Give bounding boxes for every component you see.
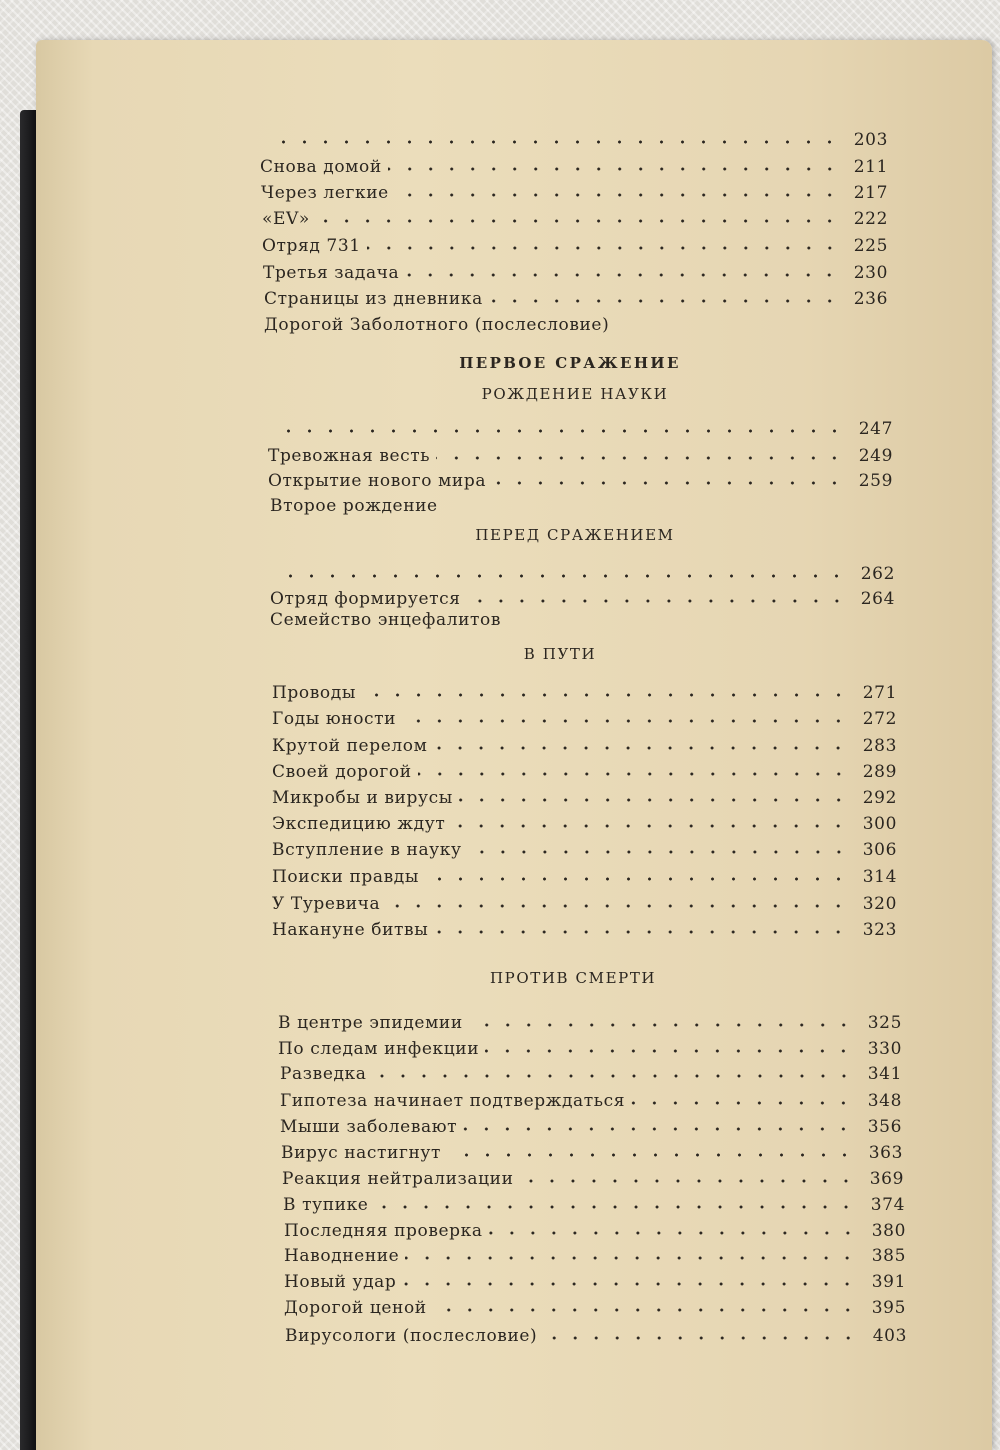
toc-entry-title: Годы юности [272,709,397,729]
dot-leader [395,193,840,197]
toc-entry-page: 264 [860,589,895,609]
dot-leader [276,574,847,578]
dot-leader [374,1205,857,1209]
dot-leader [316,219,840,223]
toc-entry-page: 272 [862,709,897,729]
toc-entry-page: 330 [867,1039,902,1059]
toc-entry [283,1189,905,1215]
toc-entry-title: Отряд 731 [262,236,361,256]
toc-entry-page: 222 [853,209,888,229]
toc-entry [260,151,888,177]
toc-entry [268,465,893,491]
toc-entry-page: 225 [853,236,888,256]
toc-entry-page: 320 [862,894,897,914]
dot-leader [468,850,849,854]
toc-entry [285,1320,907,1346]
toc-entry-title: Вирусологи (послесловие) [285,1326,538,1346]
toc-entry-page: 314 [862,867,897,887]
dot-leader [489,1231,858,1235]
dot-leader [367,246,840,250]
toc-entry-page: 380 [871,1221,906,1241]
toc-entry-page: 211 [853,157,888,177]
toc-entry-page: 236 [853,289,888,309]
toc-entry-title: В центре эпидемии [278,1013,463,1033]
toc-entry [262,203,888,229]
toc-entry-page: 247 [858,419,893,439]
toc-entry-page: 262 [860,564,895,584]
dot-leader [469,1023,854,1027]
toc-entry [270,558,895,584]
toc-entry [270,604,570,630]
section-heading: ПЕРЕД СРАЖЕНИЕМ [475,526,675,544]
toc-entry-title: Реакция нейтрализации [282,1169,514,1189]
toc-entry [280,1085,902,1111]
toc-entry-title: Дорогой ценой [284,1298,427,1318]
dot-leader [467,599,847,603]
toc-entry-page: 249 [858,446,893,466]
toc-entry-title: Крутой перелом [272,736,428,756]
toc-entry [261,177,888,203]
toc-entry [268,413,893,439]
toc-entry [272,703,897,729]
toc-entry [264,283,888,309]
toc-entry [263,257,888,283]
dot-leader [386,904,849,908]
toc-entry [272,888,897,914]
toc-entry-page: 395 [871,1298,906,1318]
dot-leader [459,798,849,802]
toc-entry [264,309,664,335]
toc-entry-page: 292 [862,788,897,808]
toc-entry-title: По следам инфекции [278,1039,480,1059]
dot-leader [489,299,840,303]
dot-leader [402,719,849,723]
toc-entry-page: 306 [862,840,897,860]
dot-leader [268,140,840,144]
toc-entry-page: 325 [867,1013,902,1033]
toc-entry [278,1033,902,1059]
dot-leader [402,1282,858,1286]
toc-entry [262,124,888,150]
toc-entry-page: 363 [868,1143,903,1163]
dot-leader [425,877,849,881]
toc-entry-title: У Туревича [272,894,381,914]
toc-entry [281,1137,903,1163]
toc-entry [284,1266,906,1292]
toc-entry-title: Дорогой Заболотного (послесловие) [264,315,610,335]
toc-entry [268,440,893,466]
toc-entry-page: 374 [870,1195,905,1215]
toc-entry-title: Вступление в науку [272,840,462,860]
toc-entry [272,782,897,808]
toc-entry-title: Последняя проверка [284,1221,483,1241]
toc-entry-title: Мыши заболевают [280,1117,458,1137]
toc-entry-title: Тревожная весть [268,446,431,466]
toc-entry [284,1240,906,1266]
dot-leader [434,930,849,934]
toc-entry [282,1163,904,1189]
dot-leader [543,1336,859,1340]
toc-entry-page: 403 [872,1326,907,1346]
toc-entry-title: Наводнение [284,1246,400,1266]
toc-entry [280,1058,902,1084]
toc-entry-page: 323 [862,920,897,940]
dot-leader [433,1308,858,1312]
toc-entry [272,756,897,782]
toc-entry-page: 348 [867,1091,902,1111]
toc-entry-title: Вирус настигнут [281,1143,441,1163]
section-heading: ПРОТИВ СМЕРТИ [490,969,657,987]
toc-entry-title: Поиски правды [272,867,419,887]
toc-entry-page: 341 [867,1064,902,1084]
section-heading: РОЖДЕНИЕ НАУКИ [481,385,669,403]
toc-entry-title: Новый удар [284,1272,397,1292]
dot-leader [451,824,849,828]
toc-entry-title: Разведка [280,1064,367,1084]
toc-entry-title: В тупике [283,1195,369,1215]
dot-leader [373,1074,854,1078]
dot-leader [447,1153,855,1157]
toc-entry-page: 271 [862,683,897,703]
dot-leader [418,772,849,776]
toc-entry-title: Своей дорогой [272,762,412,782]
dot-leader [274,429,845,433]
toc-entry-title: Семейство энцефалитов [270,610,502,630]
toc-entry [270,490,570,516]
toc-entry [262,230,888,256]
toc-entry [278,1007,902,1033]
dot-leader [492,481,845,485]
part-title: ПЕРВОЕ СРАЖЕНИЕ [459,354,681,372]
toc-entry-title: Отряд формируется [270,589,461,609]
dot-leader [520,1179,856,1183]
toc-entry [272,861,897,887]
toc-entry-title: Накануне битвы [272,920,429,940]
toc-entry-title: Микробы и вирусы [272,788,453,808]
toc-entry-page: 259 [858,471,893,491]
dot-leader [463,1127,854,1131]
toc-entry-title: Проводы [272,683,356,703]
dot-leader [436,456,845,460]
section-heading: В ПУТИ [523,645,597,663]
toc-entry-title: «EV» [262,209,310,229]
toc-entry-title: Третья задача [263,263,400,283]
toc-entry-page: 217 [853,183,888,203]
toc-entry-page: 356 [867,1117,902,1137]
dot-leader [405,1256,858,1260]
toc-entry-page: 385 [871,1246,906,1266]
dot-leader [433,746,849,750]
toc-entry-title: Второе рождение [270,496,438,516]
toc-entry [272,834,897,860]
toc-entry [280,1111,902,1137]
dot-leader [485,1049,854,1053]
toc-entry-title: Через легкие [261,183,389,203]
toc-entry [284,1292,906,1318]
toc-entry-title: Экспедицию ждут [272,814,446,834]
toc-entry-page: 300 [862,814,897,834]
toc-entry-page: 203 [853,130,888,150]
dot-leader [388,167,840,171]
toc-entry-title: Гипотеза начинает подтверждаться [280,1091,626,1111]
toc-entry-title: Снова домой [260,157,382,177]
toc-entry-page: 369 [869,1169,904,1189]
toc-entry [272,730,897,756]
dot-leader [405,273,840,277]
dot-leader [362,693,849,697]
toc-entry-page: 391 [871,1272,906,1292]
toc-entry-title: Страницы из дневника [264,289,483,309]
toc-entry [284,1215,906,1241]
toc-entry-title: Открытие нового мира [268,471,487,491]
toc-entry-page: 289 [862,762,897,782]
toc-entry [272,808,897,834]
dot-leader [631,1101,854,1105]
toc-entry-page: 230 [853,263,888,283]
toc-entry-page: 283 [862,736,897,756]
toc-entry [272,914,897,940]
toc-entry [272,677,897,703]
